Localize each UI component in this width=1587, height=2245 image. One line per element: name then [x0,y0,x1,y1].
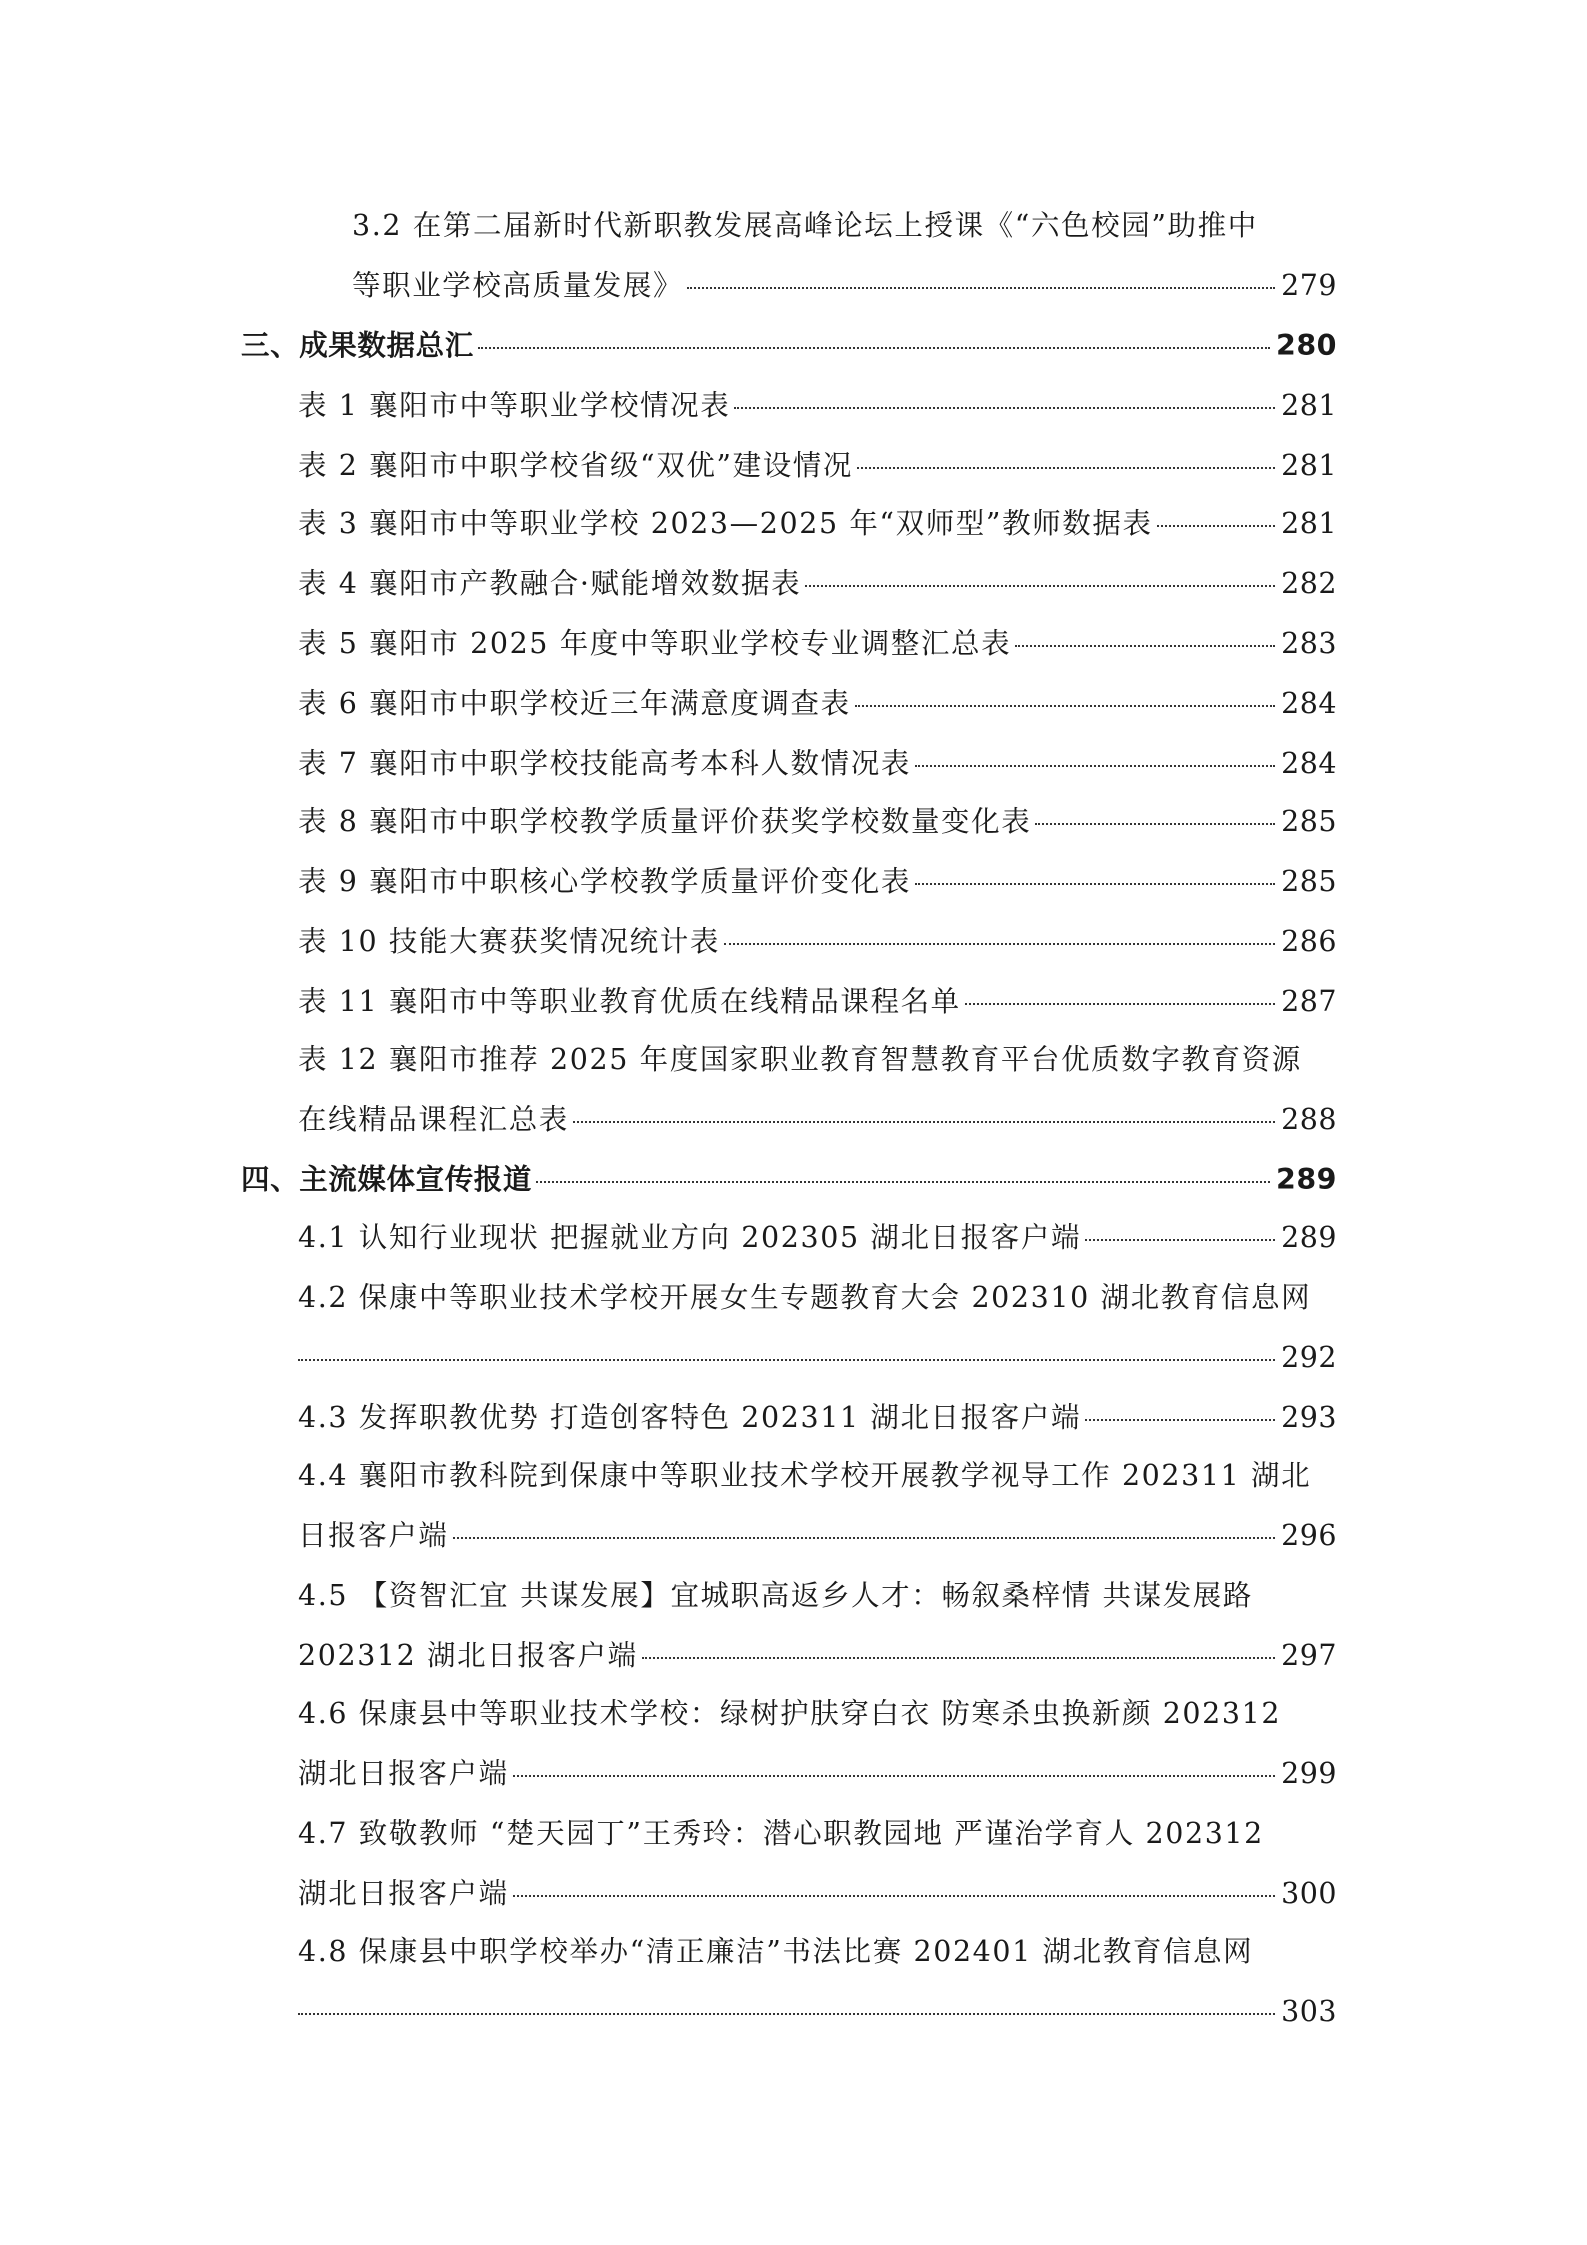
toc-entry-text: 表 6 襄阳市中职学校近三年满意度调查表 [298,687,851,720]
toc-entry-text: 表 9 襄阳市中职核心学校教学质量评价变化表 [298,865,911,898]
toc-entry-4-3[interactable] [298,1398,1337,1438]
dot-leader [915,765,1275,767]
toc-entry-table-5[interactable] [298,624,1337,664]
dot-leader [855,705,1275,707]
toc-heading-text: 四、主流媒体宣传报道 [241,1163,533,1196]
dot-leader [915,883,1275,885]
toc-entry-table-3[interactable] [298,504,1337,544]
dot-leader [857,467,1275,469]
toc-entry-4-7[interactable] [298,1814,1264,1854]
toc-entry-4-6-cont[interactable] [298,1754,1337,1794]
toc-page-number: 296 [1281,1519,1337,1552]
toc-page-number: 281 [1281,507,1337,540]
toc-heading-3[interactable] [241,326,1337,366]
toc-page-number: 283 [1281,627,1337,660]
dot-leader [1085,1239,1275,1241]
toc-entry-4-5[interactable] [298,1576,1253,1616]
toc-entry-4-2[interactable] [298,1278,1311,1318]
dot-leader [965,1003,1275,1005]
toc-entry-text: 表 4 襄阳市产教融合·赋能增效数据表 [298,567,802,600]
toc-page-number: 281 [1281,449,1337,482]
toc-page-number: 288 [1281,1103,1337,1136]
toc-entry-text: 表 12 襄阳市推荐 2025 年度国家职业教育智慧教育平台优质数字教育资源 [298,1043,1302,1076]
toc-page-number: 303 [1281,1995,1337,2028]
toc-entry-3-2[interactable] [352,206,1258,246]
toc-page-number: 281 [1281,389,1337,422]
toc-entry-text: 表 5 襄阳市 2025 年度中等职业学校专业调整汇总表 [298,627,1012,660]
dot-leader [1157,525,1276,527]
dot-leader [724,943,1275,945]
dot-leader [734,407,1275,409]
dot-leader [573,1121,1275,1123]
toc-entry-table-1[interactable] [298,386,1337,426]
dot-leader [536,1181,1270,1183]
toc-entry-4-7-cont[interactable] [298,1874,1337,1914]
dot-leader [513,1775,1275,1777]
toc-heading-text: 三、成果数据总汇 [241,329,474,362]
toc-entry-text: 4.3 发挥职教优势 打造创客特色 202311 湖北日报客户端 [298,1401,1082,1434]
toc-page-number: 299 [1281,1757,1337,1790]
toc-entry-table-7[interactable] [298,744,1337,784]
toc-entry-table-4[interactable] [298,564,1337,604]
toc-entry-table-6[interactable] [298,684,1337,724]
toc-heading-4[interactable] [241,1160,1337,1200]
toc-entry-text: 202312 湖北日报客户端 [298,1639,638,1672]
toc-entry-text: 湖北日报客户端 [298,1757,509,1790]
toc-entry-table-8[interactable] [298,802,1337,842]
toc-entry-text: 4.1 认知行业现状 把握就业方向 202305 湖北日报客户端 [298,1221,1082,1254]
dot-leader [298,2013,1275,2015]
toc-page-number: 289 [1276,1163,1337,1196]
toc-entry-4-8-cont[interactable] [298,1992,1337,2032]
toc-entry-text: 表 1 襄阳市中等职业学校情况表 [298,389,731,422]
toc-entry-4-5-cont[interactable] [298,1636,1337,1676]
toc-entry-text: 表 10 技能大赛获奖情况统计表 [298,925,720,958]
toc-entry-text: 表 7 襄阳市中职学校技能高考本科人数情况表 [298,747,911,780]
toc-entry-table-9[interactable] [298,862,1337,902]
toc-entry-4-1[interactable] [298,1218,1337,1258]
dot-leader [687,287,1275,289]
toc-page-number: 289 [1281,1221,1337,1254]
toc-entry-text: 4.6 保康县中等职业技术学校：绿树护肤穿白衣 防寒杀虫换新颜 202312 [298,1697,1282,1730]
dot-leader [453,1537,1276,1539]
dot-leader [298,1359,1275,1361]
toc-entry-text: 4.2 保康中等职业技术学校开展女生专题教育大会 202310 湖北教育信息网 [298,1281,1312,1314]
toc-entry-text: 4.5 【资智汇宜 共谋发展】宜城职高返乡人才：畅叙桑梓情 共谋发展路 [298,1579,1254,1612]
toc-entry-text: 表 11 襄阳市中等职业教育优质在线精品课程名单 [298,985,961,1018]
toc-entry-text: 4.8 保康县中职学校举办“清正廉洁”书法比赛 202401 湖北教育信息网 [298,1935,1254,1968]
toc-page-number: 282 [1281,567,1337,600]
toc-page-number: 293 [1281,1401,1337,1434]
toc-entry-text: 日报客户端 [298,1519,449,1552]
toc-page-number: 287 [1281,985,1337,1018]
dot-leader [513,1895,1275,1897]
dot-leader [805,585,1275,587]
toc-entry-text: 表 8 襄阳市中职学校教学质量评价获奖学校数量变化表 [298,805,1032,838]
toc-entry-table-10[interactable] [298,922,1337,962]
toc-entry-table-11[interactable] [298,982,1337,1022]
toc-page-number: 284 [1281,747,1337,780]
dot-leader [1035,823,1275,825]
toc-entry-4-4-cont[interactable] [298,1516,1337,1556]
toc-entry-table-12[interactable] [298,1040,1302,1080]
dot-leader [478,347,1270,349]
toc-page-number: 300 [1281,1877,1337,1910]
toc-page-number: 297 [1281,1639,1337,1672]
toc-entry-text: 表 3 襄阳市中等职业学校 2023—2025 年“双师型”教师数据表 [298,507,1153,540]
toc-entry-text: 湖北日报客户端 [298,1877,509,1910]
toc-page-number: 279 [1281,269,1337,302]
toc-entry-4-2-cont[interactable] [298,1338,1337,1378]
dot-leader [1015,645,1275,647]
toc-page-number: 285 [1281,805,1337,838]
toc-entry-table-2[interactable] [298,446,1337,486]
toc-entry-text: 4.7 致敬教师 “楚天园丁”王秀玲：潜心职教园地 严谨治学育人 202312 [298,1817,1264,1850]
toc-entry-text: 在线精品课程汇总表 [298,1103,569,1136]
dot-leader [642,1657,1275,1659]
toc-entry-3-2-cont[interactable] [352,266,1337,306]
toc-entry-4-6[interactable] [298,1694,1281,1734]
dot-leader [1085,1419,1275,1421]
toc-entry-text: 3.2 在第二届新时代新职教发展高峰论坛上授课《“六色校园”助推中 [352,209,1258,242]
toc-entry-4-4[interactable] [298,1456,1311,1496]
toc-page-number: 292 [1281,1341,1337,1374]
toc-page-number: 285 [1281,865,1337,898]
toc-entry-4-8[interactable] [298,1932,1253,1972]
toc-entry-text: 4.4 襄阳市教科院到保康中等职业技术学校开展教学视导工作 202311 湖北 [298,1459,1312,1492]
toc-entry-table-12-cont[interactable] [298,1100,1337,1140]
toc-page-number: 286 [1281,925,1337,958]
toc-page-number: 284 [1281,687,1337,720]
toc-entry-text: 表 2 襄阳市中职学校省级“双优”建设情况 [298,449,853,482]
toc-entry-text: 等职业学校高质量发展》 [352,269,684,302]
toc-page-number: 280 [1276,329,1337,362]
